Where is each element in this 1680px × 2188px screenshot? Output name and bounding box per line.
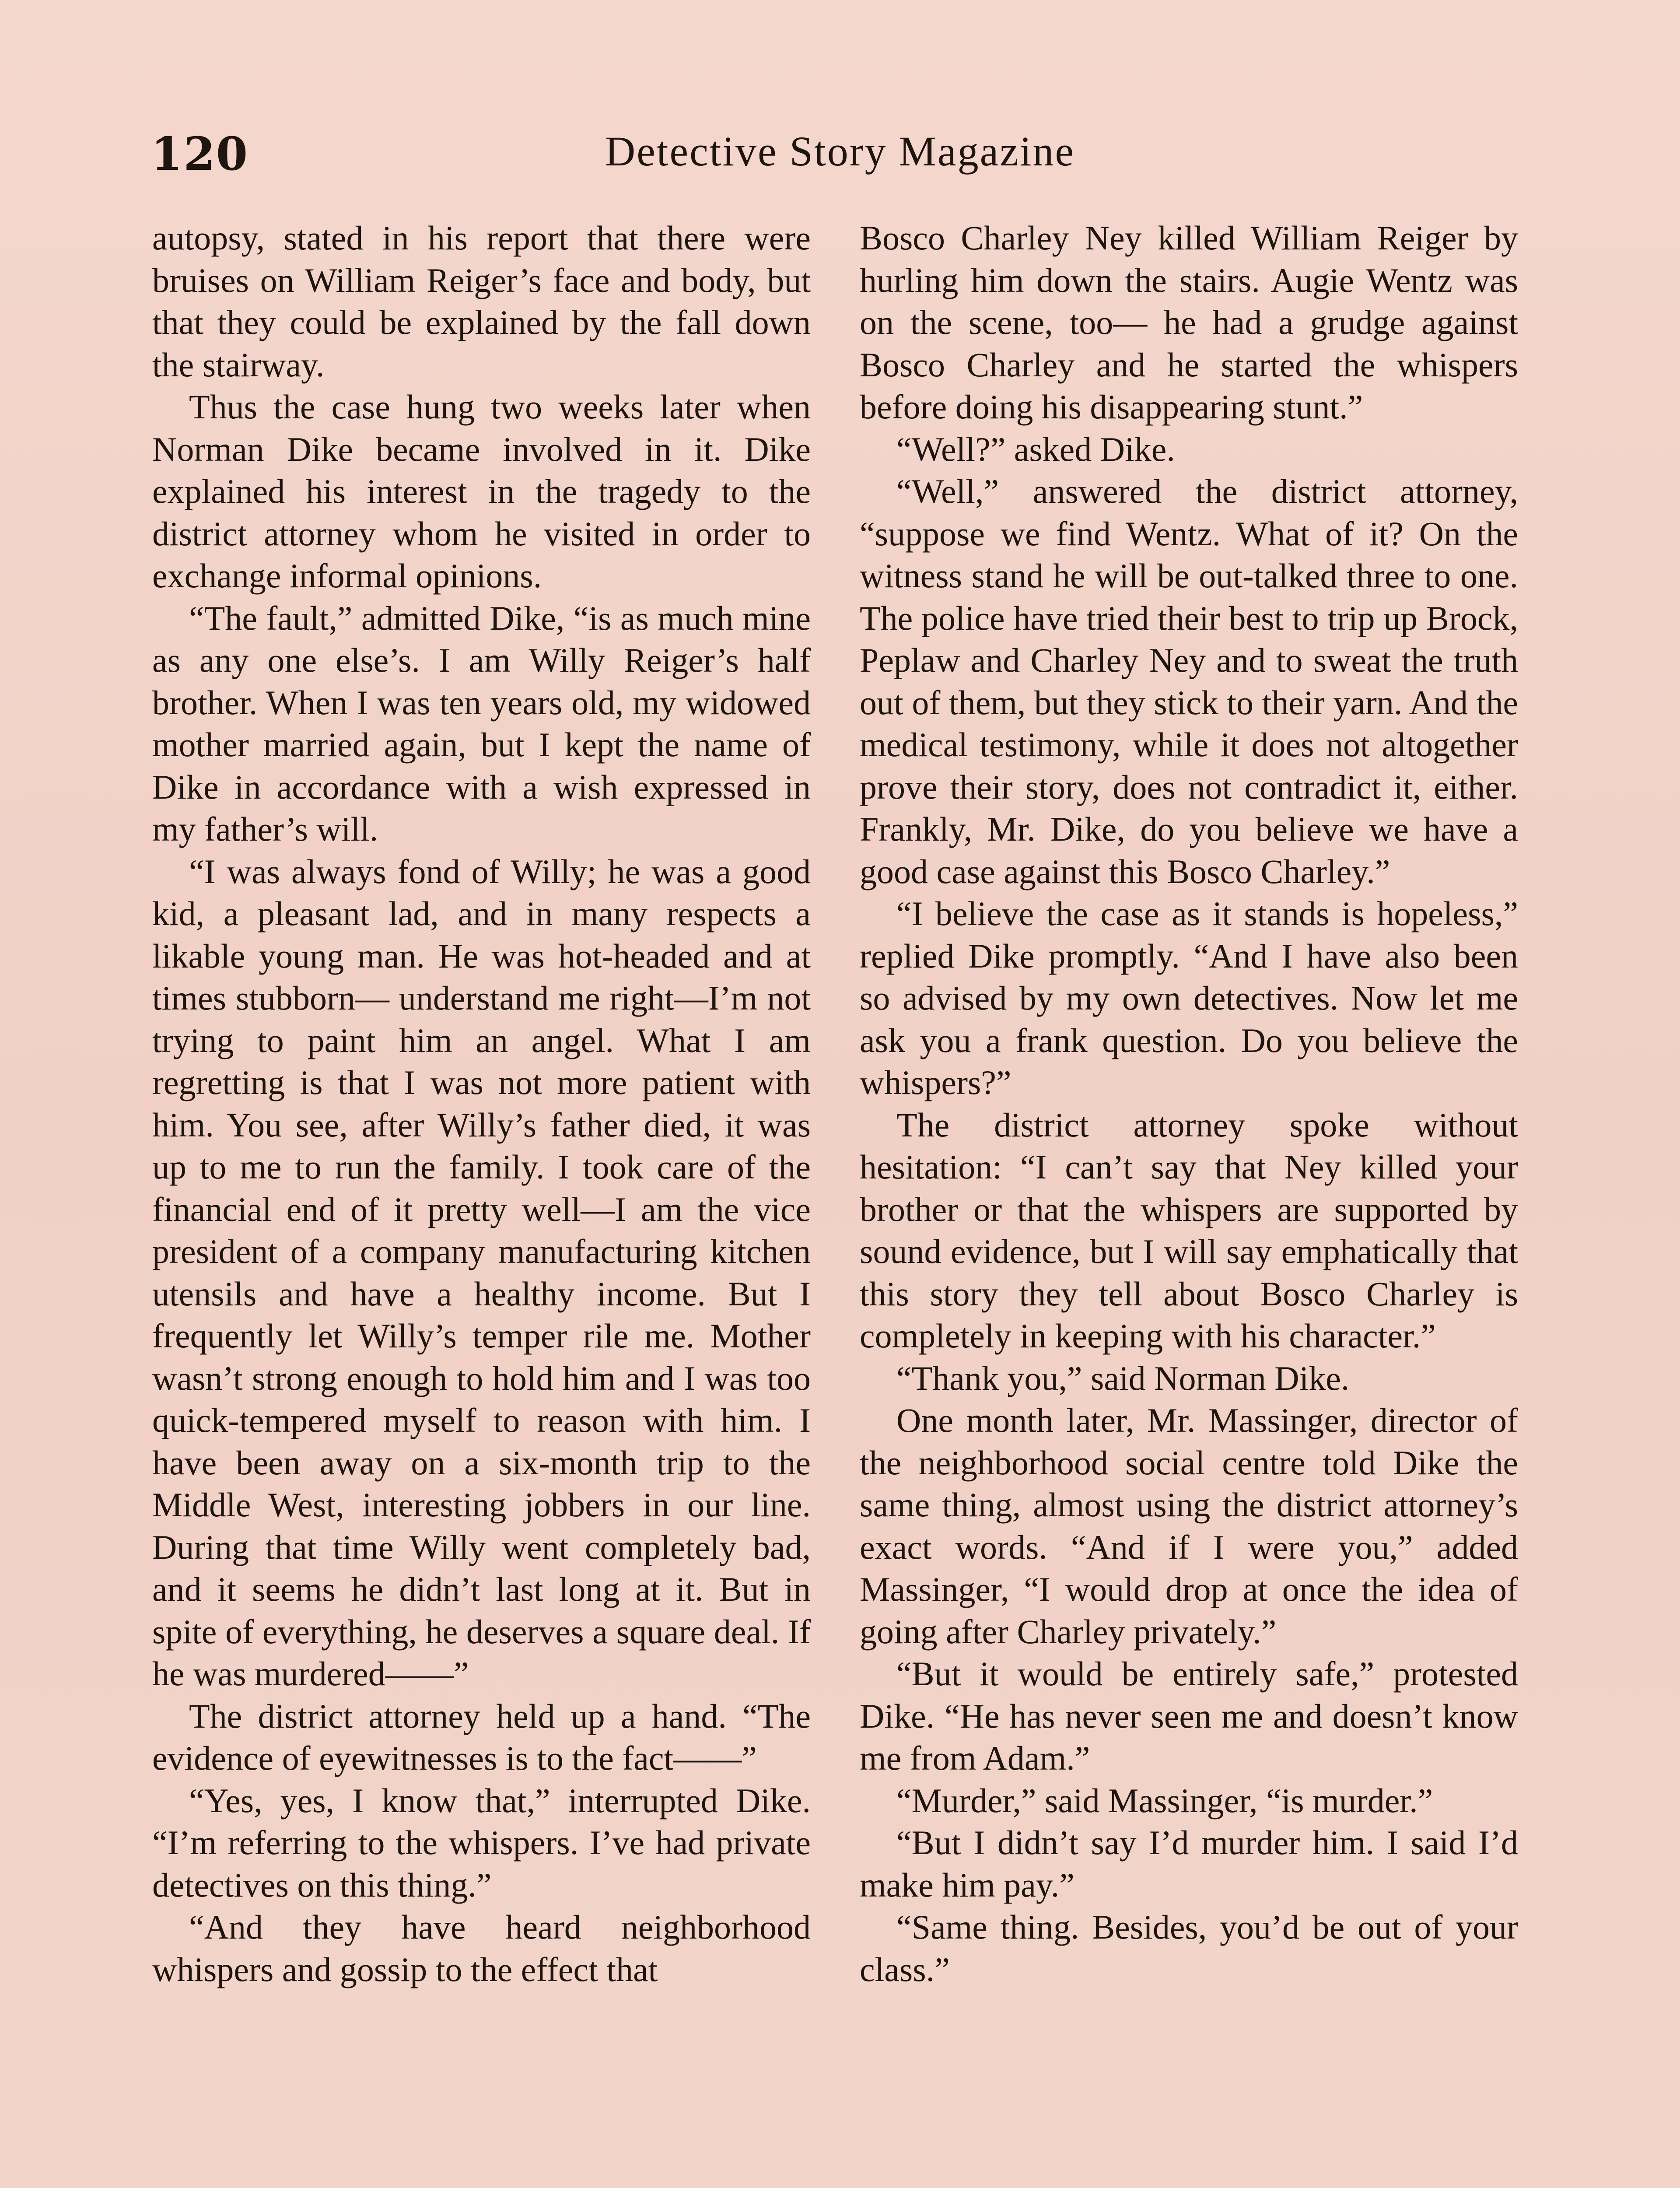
paragraph: “Murder,” said Massinger, “is murder.”: [896, 1781, 1433, 1820]
paragraph: “Yes, yes, I know that,” interrupted Dike. “I’m referring to the whispers. I’ve had private detectives on this thing.”: [152, 1781, 811, 1904]
left-column: [152, 217, 811, 1991]
paragraph: Bosco Charley Ney killed William Reiger by hurling him down the stairs. Augie Wentz was on the scene, too— he had a grudge against Bosco Charley and he started the whispers before doing his disappearing stunt.”: [860, 219, 1518, 426]
paragraph: “Well,” answered the district attorney, “suppose we find Wentz. What of it? On the witness stand he will be out-talked three to one. The police have tried their best to trip up Brock, Peplaw and Charley Ney and to sweat the truth out of them, but they stick to their yarn. And the medical testimony, while it does not altogether prove their story, does not contradict it, either. Frankly, Mr. Dike, do you believe we have a good case against this Bosco Charley.”: [860, 472, 1518, 891]
paragraph: The district attorney spoke without hesitation: “I can’t say that Ney killed your brother or that the whispers are supported by sound evidence, but I will say emphatically that this story they tell about Bosco Charley is completely in keeping with his character.”: [860, 1105, 1518, 1355]
paragraph: autopsy, stated in his report that there were bruises on William Reiger’s face and body, but that they could be explained by the fall down the stairway.: [152, 219, 811, 384]
paragraph: “The fault,” admitted Dike, “is as much mine as any one else’s. I am Willy Reiger’s half brother. When I was ten years old, my widowed mother married again, but I kept the name of Dike in accordance with a wish expressed in my father’s will.: [152, 599, 811, 848]
paragraph: “I was always fond of Willy; he was a good kid, a pleasant lad, and in many respects a likable young man. He was hot-headed and at times stubborn— understand me right—I’m not trying to paint him an angel. What I am regretting is that I was not more patient with him. You see, after Willy’s father died, it was up to me to run the family. I took care of the financial end of it pretty well—I am the vice president of a company manufacturing kitchen utensils and have a healthy income. But I frequently let Willy’s temper rile me. Mother wasn’t strong enough to hold him and I was too quick-tempered myself to reason with him. I have been away on a six-month trip to the Middle West, interesting jobbers in our line. During that time Willy went completely bad, and it seems he didn’t last long at it. But in spite of everything, he deserves a square deal. If he was murdered——”: [152, 852, 811, 1693]
paragraph: “But I didn’t say I’d murder him. I said I’d make him pay.”: [860, 1823, 1518, 1904]
paragraph: The district attorney held up a hand. “The evidence of eyewitnesses is to the fact——”: [152, 1697, 811, 1777]
paragraph: “But it would be entirely safe,” protested Dike. “He has never seen me and doesn’t know me from Adam.”: [860, 1655, 1518, 1777]
paragraph: “I believe the case as it stands is hopeless,” replied Dike promptly. “And I have also been so advised by my own detectives. Now let me ask you a frank question. Do you believe the whispers?”: [860, 894, 1518, 1101]
paragraph: Thus the case hung two weeks later when Norman Dike became involved in it. Dike explained his interest in the tragedy to the district attorney whom he visited in order to exchange informal opinions.: [152, 388, 811, 595]
paragraph: “And they have heard neighborhood whispers and gossip to the effect that: [152, 1908, 811, 1988]
page-number: 120: [151, 127, 249, 181]
paragraph: “Well?” asked Dike.: [896, 430, 1175, 468]
paragraph: One month later, Mr. Massinger, director of the neighborhood social centre told Dike the same thing, almost using the district attorney’s exact words. “And if I were you,” added Massinger, “I would drop at once the idea of going after Charley privately.”: [860, 1401, 1518, 1651]
right-column: [860, 217, 1518, 1991]
page-header: [151, 127, 1529, 193]
paragraph: “Thank you,” said Norman Dike.: [896, 1359, 1350, 1397]
paragraph: “Same thing. Besides, you’d be out of your class.”: [860, 1908, 1518, 1988]
running-title: Detective Story Magazine: [605, 128, 1075, 175]
